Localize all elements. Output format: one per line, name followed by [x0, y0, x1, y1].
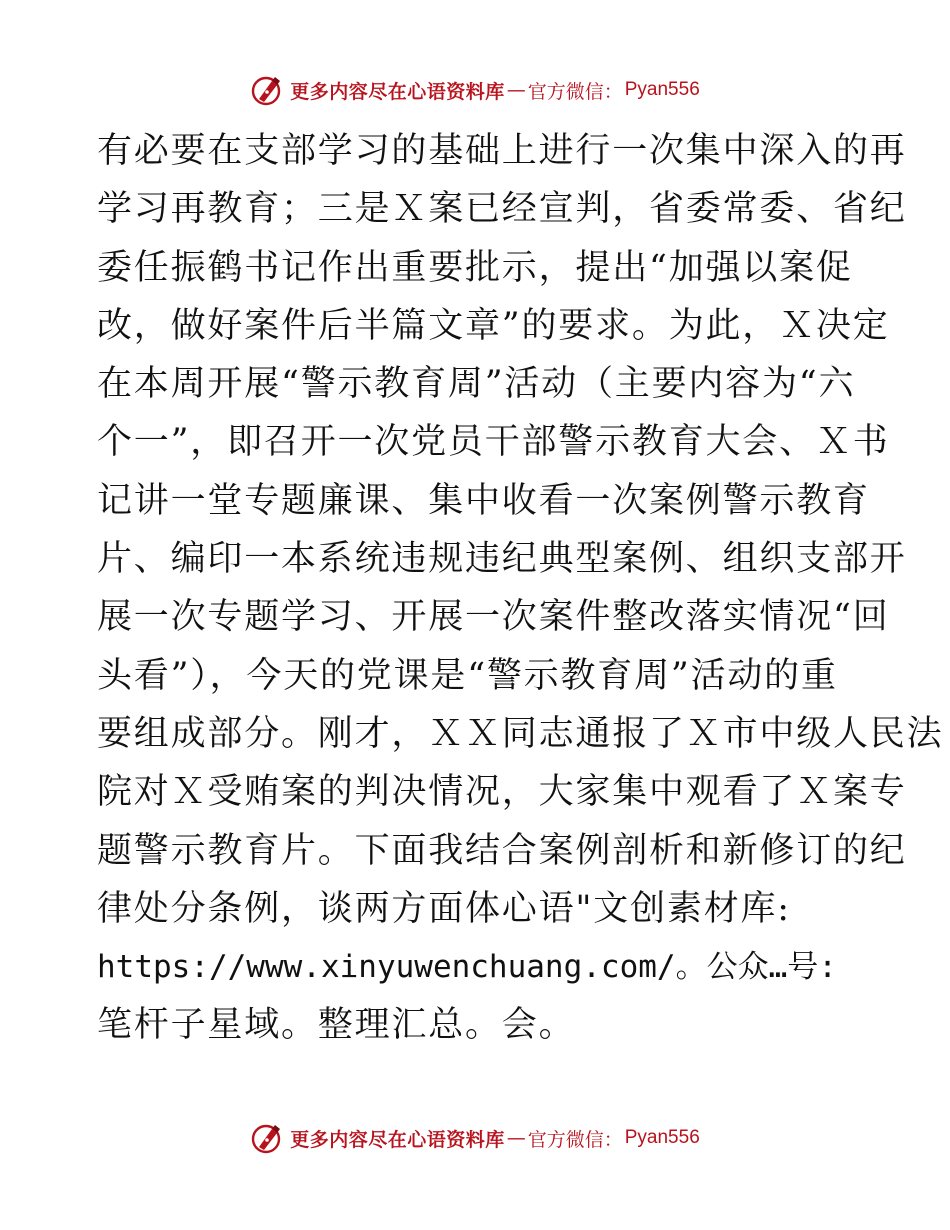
banner-title: 更多内容尽在心语资料库	[290, 80, 505, 103]
body-line-8: 片、编印一本系统违规违纪典型案例、组织支部开	[97, 539, 907, 580]
body-line-1: 有必要在支部学习的基础上进行一次集中深入的再	[97, 131, 907, 171]
body-line-12: 院对Ｘ受贿案的判决情况，大家集中观看了Ｘ案专	[97, 772, 907, 813]
body-line-14: 律处分条例，谈两方面体心语"文创素材库:	[97, 888, 791, 929]
banner-separator: —	[506, 1127, 526, 1149]
body-line-10: 头看”），今天的党课是“警示教育周”活动的重	[97, 655, 838, 696]
banner-wechat-id: Pyan556	[624, 1127, 700, 1148]
banner-wechat-label: 官方微信：	[527, 1128, 623, 1151]
footer-banner	[0, 1118, 950, 1158]
header-banner	[0, 70, 950, 110]
pen-nib-logo-icon	[250, 73, 284, 107]
body-line-5: 在本周开展“警示教育周”活动（主要内容为“六	[97, 364, 856, 405]
body-line-6: 个一”，即召开一次党员干部警示教育大会、Ｘ书	[97, 422, 890, 463]
body-line-7: 记讲一堂专题廉课、集中收看一次案例警示教育	[97, 480, 870, 521]
banner-title: 更多内容尽在心语资料库	[290, 1128, 505, 1151]
document-body	[97, 122, 944, 1055]
body-line-11: 要组成部分。刚才，ＸＸ同志通报了Ｘ市中级人民法	[97, 713, 944, 754]
body-line-url: https://www.xinyuwenchuang.com/。公众…号:	[97, 949, 837, 986]
body-line-4: 改，做好案件后半篇文章”的要求。为此，Ｘ决定	[97, 305, 890, 346]
banner-separator: —	[506, 79, 526, 101]
body-line-16: 笔杆子星域。整理汇总。会。	[97, 1005, 576, 1046]
body-line-2: 学习再教育；三是Ｘ案已经宣判，省委常委、省纪	[97, 189, 907, 230]
body-line-13: 题警示教育片。下面我结合案例剖析和新修订的纪	[97, 830, 907, 871]
body-line-3: 委任振鹤书记作出重要批示，提出“加强以案促	[97, 247, 853, 288]
pen-nib-logo-icon	[250, 1121, 284, 1155]
body-line-9: 展一次专题学习、开展一次案件整改落实情况“回	[97, 597, 890, 638]
banner-wechat-label: 官方微信：	[527, 80, 623, 103]
banner-wechat-id: Pyan556	[624, 79, 700, 100]
